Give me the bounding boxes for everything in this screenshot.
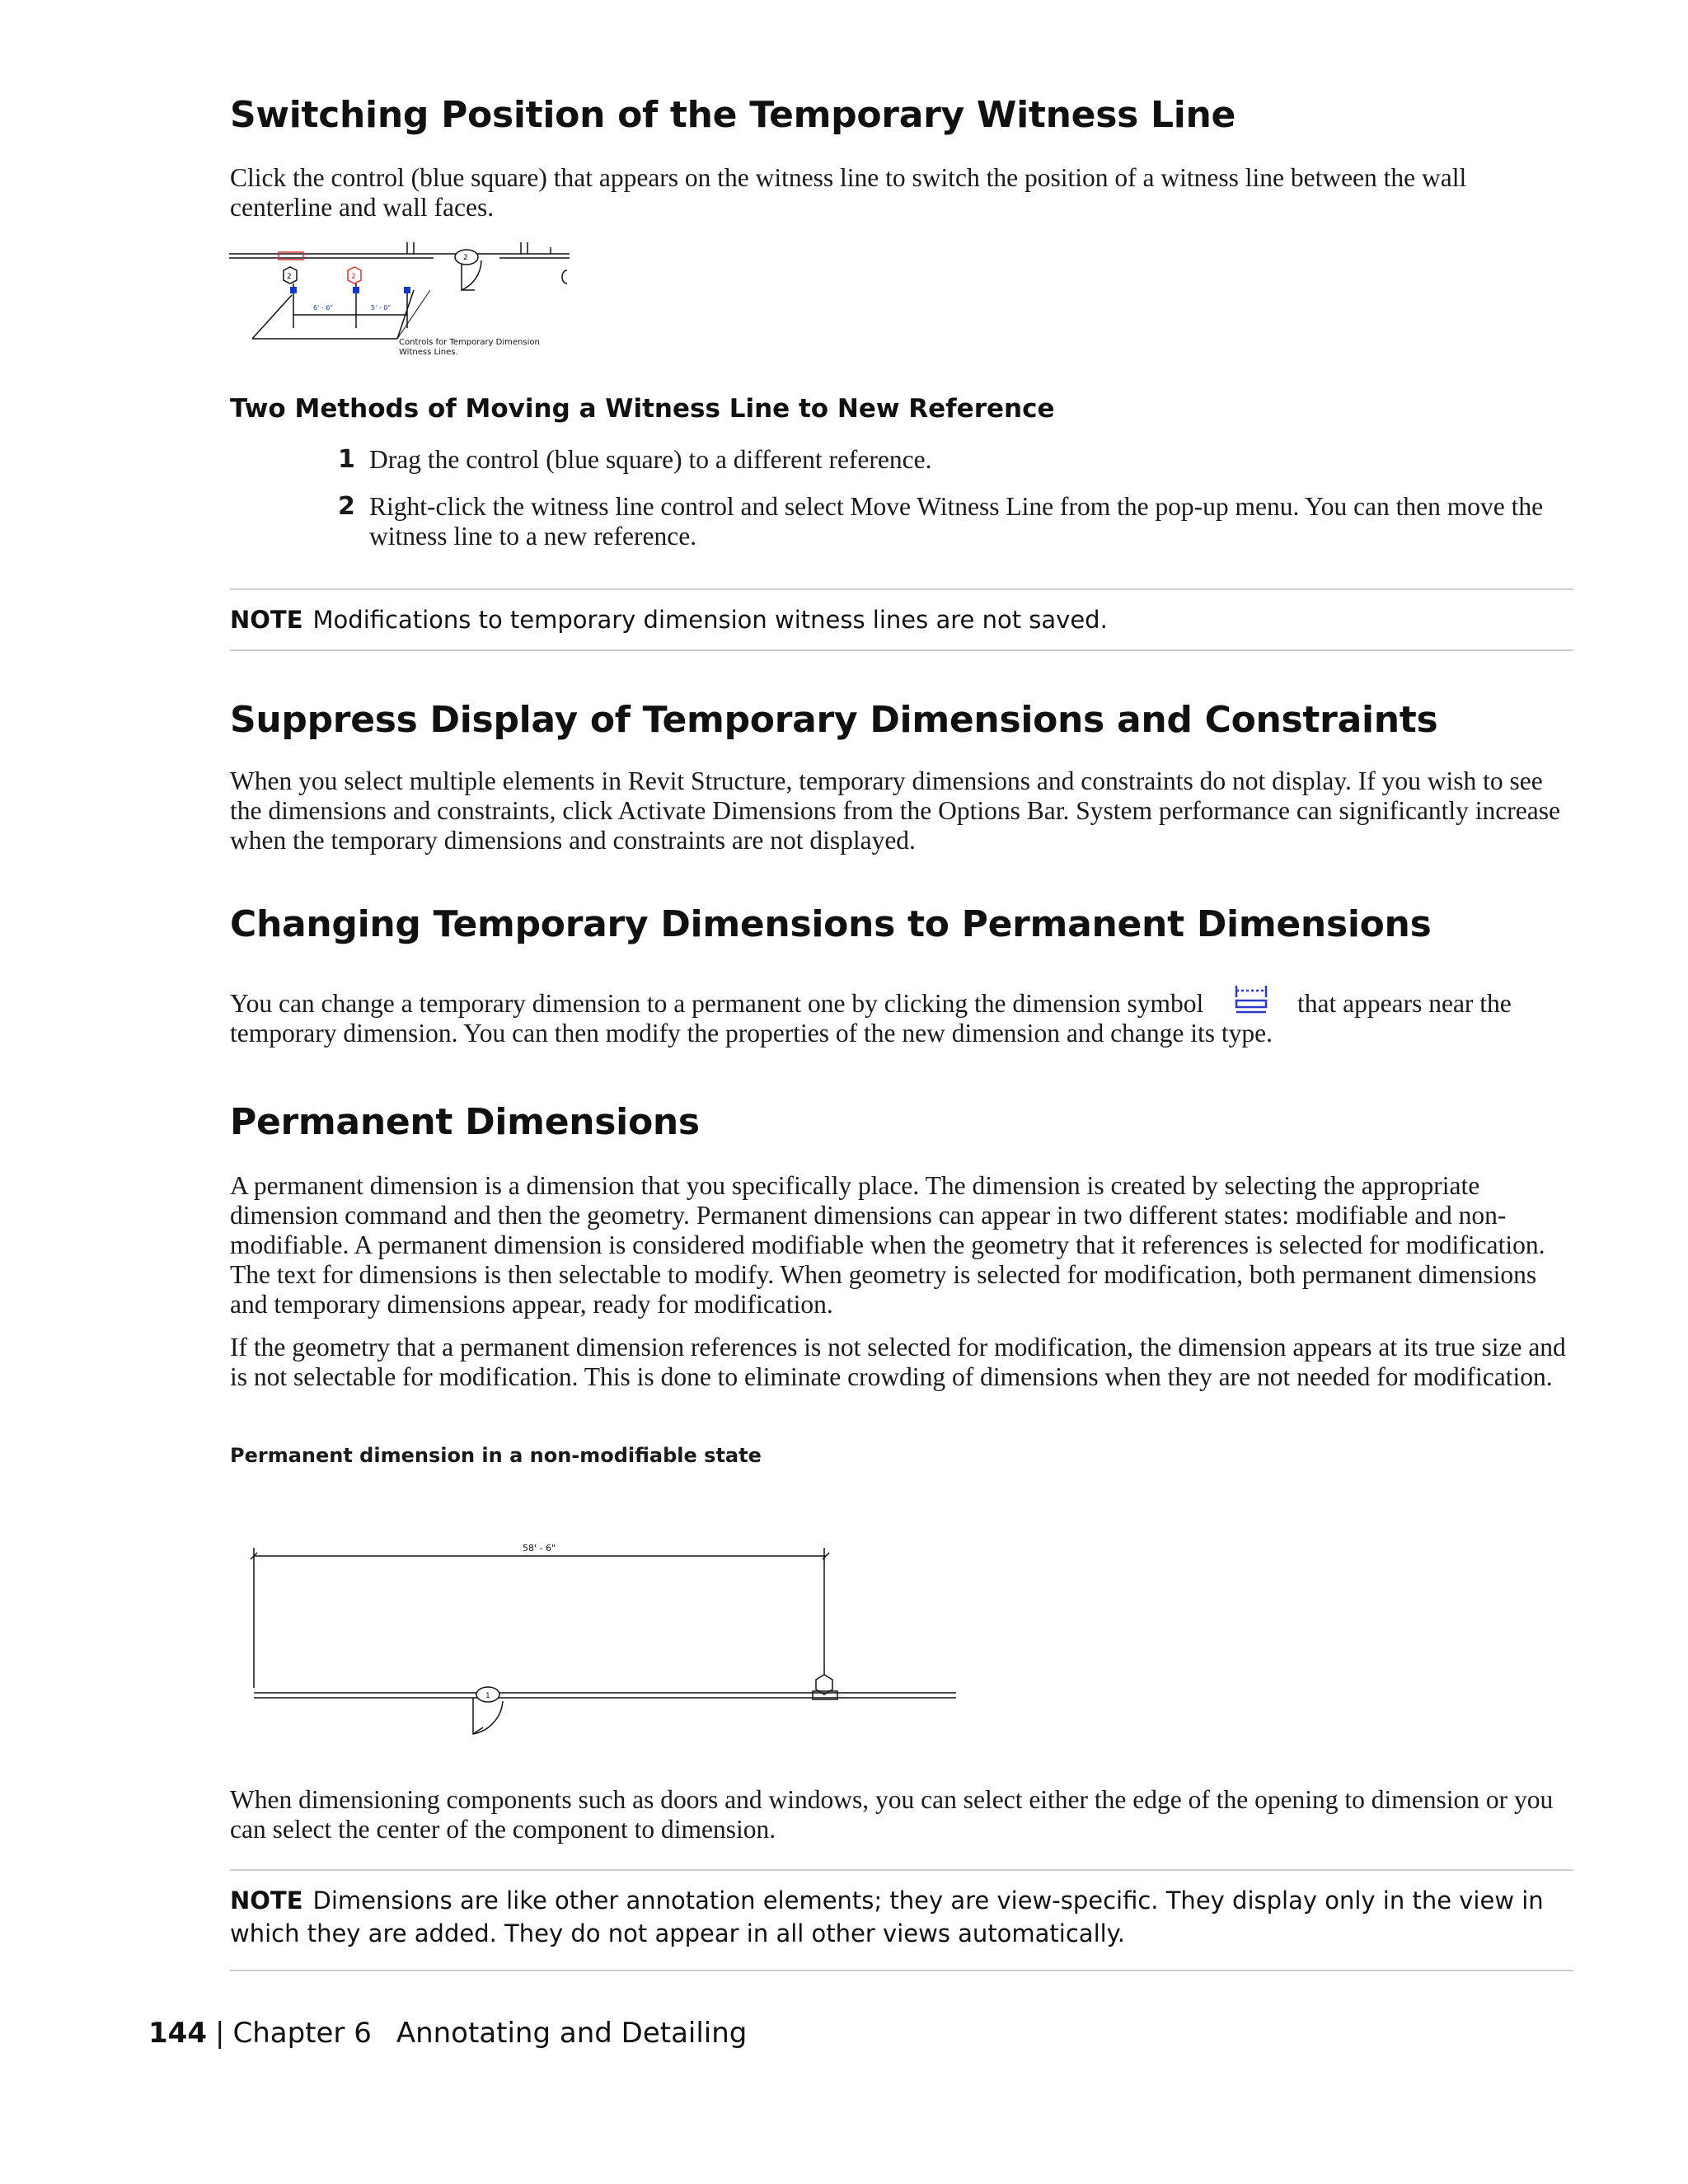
- list-item: [338, 492, 1574, 555]
- note-text: Dimensions are like other annotation elements; they are view-specific. They display only in the view in which they are added. They do not appear in all other views automatically.: [230, 1886, 1544, 1947]
- section-heading-changing: Changing Temporary Dimensions to Permanent Dimensions: [230, 903, 1432, 945]
- step-number: 2: [338, 492, 355, 521]
- body-text-after-icon: that appears near the temporary dimension. You can then modify the properties of the new dimension and change its type.: [230, 989, 1512, 1047]
- dim-right-label: 5' - 0": [371, 304, 392, 312]
- note-box: [230, 1869, 1573, 1971]
- permanent-dimension-figure: [247, 1541, 964, 1739]
- step-text: Right-click the witness line control and select Move Witness Line from the pop-up menu. You can then move the witness line to a new reference.: [369, 492, 1544, 551]
- section-para-2: If the geometry that a permanent dimension references is not selected for modification, the dimension appears at its true size and is not selectable for modification. This is done to eliminate crowding of dimensions when they are not needed for modification.: [230, 1333, 1566, 1391]
- callout-line-1: Controls for Temporary Dimension: [399, 338, 540, 347]
- footer-separator: |: [214, 2017, 225, 2050]
- witness-line-figure: [227, 241, 574, 363]
- note-text: Modifications to temporary dimension witness lines are not saved.: [312, 606, 1108, 634]
- section-para-3: When dimensioning components such as doors and windows, you can select either the edge of the opening to dimension or you can select the center of the component to dimension.: [230, 1785, 1554, 1844]
- section-para-1: A permanent dimension is a dimension that you specifically place. The dimension is created by selecting the appropriate dimension command and then the geometry. Permanent dimensions can appear in two different states: modifiable and non-modifiable. A permanent dimension is considered modifiable when the geometry that it references is selected for modification. The text for dimensions is then selectable to modify. When geometry is selected for modification, both permanent dimensions and temporary dimensions appear, ready for modification.: [230, 1171, 1545, 1319]
- section-body-suppress: When you select multiple elements in Revit Structure, temporary dimensions and constraints do not display. If you wish to see the dimensions and constraints, click Activate Dimensions from the Options Bar. System performance can significantly increase when the temporary dimensions and constraints are not displayed.: [230, 766, 1560, 855]
- section-body-changing: [230, 984, 1582, 1048]
- dim-left-label: 6' - 6": [313, 304, 334, 312]
- figure-caption: Permanent dimension in a non-modifiable state: [230, 1444, 762, 1467]
- step-text: Drag the control (blue square) to a different reference.: [369, 445, 932, 474]
- page-footer: [148, 2017, 747, 2050]
- tag-left-label: 2: [287, 273, 292, 281]
- door-tag-label: 1: [485, 1692, 490, 1700]
- section-heading-witness-line: Switching Position of the Temporary Witness Line: [230, 94, 1236, 136]
- tag-mid-label: 2: [351, 273, 356, 281]
- footer-chapter-title: Annotating and Detailing: [396, 2017, 748, 2050]
- list-item: [338, 445, 1574, 478]
- note-label: NOTE: [230, 1886, 303, 1915]
- step-number: 1: [338, 445, 355, 474]
- body-text-before-icon: You can change a temporary dimension to a permanent one by clicking the dimension symbol: [230, 989, 1204, 1018]
- tag-door-label: 2: [463, 254, 468, 262]
- page-number: 144: [148, 2017, 207, 2050]
- callout-line-2: Witness Lines.: [399, 348, 458, 357]
- note-box: [230, 588, 1573, 651]
- subsection-heading-methods: Two Methods of Moving a Witness Line to New Reference: [230, 394, 1055, 424]
- dimension-symbol-icon: [1230, 984, 1273, 1017]
- section-heading-permanent: Permanent Dimensions: [230, 1101, 700, 1143]
- section-heading-suppress: Suppress Display of Temporary Dimensions and Constraints: [230, 699, 1438, 741]
- section-body-witness-line: Click the control (blue square) that appears on the witness line to switch the position of a witness line between the wall centerline and wall faces.: [230, 163, 1467, 222]
- footer-chapter: Chapter 6: [232, 2017, 372, 2050]
- dimension-value-label: 58' - 6": [523, 1543, 556, 1554]
- note-label: NOTE: [230, 606, 303, 634]
